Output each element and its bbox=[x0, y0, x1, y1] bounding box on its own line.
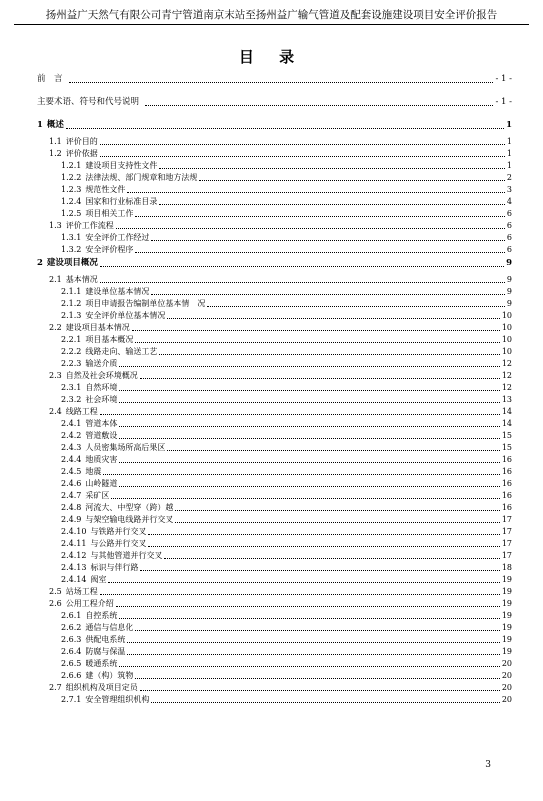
toc-entry-page: 18 bbox=[501, 563, 512, 572]
dot-leader bbox=[127, 192, 505, 193]
toc-entry-page: 12 bbox=[501, 359, 512, 368]
toc-entry-number: 2.6.1 bbox=[61, 611, 82, 620]
toc-entry-number: 2.6.5 bbox=[61, 659, 82, 668]
toc-entry-page: 15 bbox=[501, 443, 512, 452]
toc-entry-label: 采矿区 bbox=[85, 491, 110, 500]
dot-leader bbox=[119, 666, 499, 667]
toc-entry-page: 9 bbox=[506, 275, 512, 284]
toc-entry-label: 组织机构及项目定员 bbox=[65, 683, 138, 692]
toc-entry-label: 线路工程 bbox=[65, 407, 98, 416]
toc-entry[interactable] bbox=[37, 160, 512, 172]
toc-entry-number: 1.2.1 bbox=[61, 161, 82, 170]
toc-entry-page: 15 bbox=[501, 431, 512, 440]
dot-leader bbox=[119, 618, 499, 619]
toc-entry-label: 与架空输电线路并行交叉 bbox=[85, 515, 174, 524]
toc-entry-label: 通信与信息化 bbox=[85, 623, 134, 632]
page-title: 目 录 bbox=[238, 48, 305, 66]
dot-leader bbox=[135, 342, 499, 343]
dot-leader bbox=[159, 168, 505, 169]
dot-leader bbox=[100, 156, 505, 157]
toc-entry[interactable] bbox=[37, 136, 512, 148]
toc-entry-number: 2.4 bbox=[49, 407, 62, 416]
toc-entry-page: 9 bbox=[506, 258, 512, 268]
dot-leader bbox=[164, 558, 499, 559]
dot-leader bbox=[207, 306, 505, 307]
toc-entry-page: 9 bbox=[506, 299, 512, 308]
toc-entry-label: 暖通系统 bbox=[85, 659, 118, 668]
dot-leader bbox=[199, 180, 505, 181]
dot-leader bbox=[167, 450, 499, 451]
toc-entry-page: 6 bbox=[506, 245, 512, 254]
toc-entry-page: 6 bbox=[506, 221, 512, 230]
toc-entry-number: 主要术语、符号和代号说明 bbox=[37, 97, 140, 107]
dot-leader bbox=[140, 570, 499, 571]
toc-entry-label: 自然环境 bbox=[85, 383, 118, 392]
toc-entry[interactable] bbox=[37, 658, 512, 670]
toc-entry-page: 14 bbox=[501, 419, 512, 428]
toc-entry-label: 建设项目支持性文件 bbox=[85, 161, 158, 170]
toc-entry-page: 1 bbox=[506, 120, 512, 130]
toc-entry-page: 9 bbox=[506, 287, 512, 296]
toc-entry-page: 12 bbox=[501, 383, 512, 392]
toc-entry[interactable] bbox=[37, 232, 512, 244]
dot-leader bbox=[175, 522, 499, 523]
dot-leader bbox=[127, 642, 499, 643]
toc-entry[interactable] bbox=[37, 244, 512, 256]
toc-entry-page: 10 bbox=[501, 347, 512, 356]
toc-entry-number: 1.3.2 bbox=[61, 245, 82, 254]
dot-leader bbox=[135, 252, 505, 253]
toc-entry[interactable] bbox=[37, 148, 512, 160]
toc-entry-label: 输送介质 bbox=[85, 359, 118, 368]
dot-leader bbox=[151, 294, 505, 295]
toc-entry-number: 2.1 bbox=[49, 275, 62, 284]
toc-entry[interactable] bbox=[37, 220, 512, 232]
dot-leader bbox=[119, 402, 499, 403]
dot-leader bbox=[116, 606, 500, 607]
toc-entry-label: 标识与伴行路 bbox=[90, 563, 139, 572]
toc-entry-page: 16 bbox=[501, 479, 512, 488]
toc-entry-label: 评价目的 bbox=[65, 137, 98, 146]
toc-entry-number: 1.2.2 bbox=[61, 173, 82, 182]
toc-entry-label: 自控系统 bbox=[85, 611, 118, 620]
toc-entry-number: 2.6.4 bbox=[61, 647, 82, 656]
toc-entry-label: 安全评价程序 bbox=[85, 245, 134, 254]
dot-leader bbox=[66, 128, 504, 129]
toc-entry[interactable] bbox=[37, 256, 512, 270]
toc-entry-label: 人员密集场所高后果区 bbox=[85, 443, 166, 452]
toc-entry-label: 国家和行业标准目录 bbox=[85, 197, 158, 206]
toc-entry[interactable] bbox=[37, 466, 512, 478]
toc-entry-number: 2.1.3 bbox=[61, 311, 82, 320]
toc-entry[interactable] bbox=[37, 478, 512, 490]
toc-entry-number: 2.4.3 bbox=[61, 443, 82, 452]
toc-entry-number: 1.1 bbox=[49, 137, 62, 146]
dot-leader bbox=[151, 702, 499, 703]
toc-entry-label: 管道敷设 bbox=[85, 431, 118, 440]
toc-entry-number: 2.2 bbox=[49, 323, 62, 332]
toc-entry-number: 2.4.10 bbox=[61, 527, 87, 536]
toc-entry[interactable] bbox=[37, 430, 512, 442]
toc-entry-number: 2.4.8 bbox=[61, 503, 82, 512]
dot-leader bbox=[119, 390, 499, 391]
toc-entry[interactable] bbox=[37, 370, 512, 382]
toc-entry-page: 12 bbox=[501, 371, 512, 380]
toc-entry[interactable] bbox=[37, 586, 512, 598]
dot-leader bbox=[145, 105, 493, 106]
toc-entry[interactable] bbox=[37, 670, 512, 682]
toc-entry[interactable] bbox=[37, 72, 512, 86]
toc-entry-page: 16 bbox=[501, 491, 512, 500]
toc-entry-label: 线路走向、输送工艺 bbox=[85, 347, 158, 356]
toc-entry-number: 2.4.9 bbox=[61, 515, 82, 524]
toc-entry-page: 20 bbox=[501, 695, 512, 704]
toc-entry-label: 河流大、中型穿（跨）越 bbox=[85, 503, 174, 512]
toc-entry[interactable] bbox=[37, 118, 512, 132]
toc-entry-label: 自然及社会环境概况 bbox=[65, 371, 138, 380]
toc-entry-page: 10 bbox=[501, 335, 512, 344]
toc-entry-label: 项目相关工作 bbox=[85, 209, 134, 218]
toc-entry-page: 17 bbox=[501, 515, 512, 524]
toc-entry-number: 2.4.7 bbox=[61, 491, 82, 500]
toc-entry-page: 16 bbox=[501, 455, 512, 464]
toc-entry-page: 1 bbox=[506, 161, 512, 170]
toc-entry[interactable] bbox=[37, 172, 512, 184]
toc-entry-label: 地质灾害 bbox=[85, 455, 118, 464]
toc-entry[interactable] bbox=[37, 382, 512, 394]
toc-entry-page: 16 bbox=[501, 503, 512, 512]
toc-entry[interactable] bbox=[37, 598, 512, 610]
toc-entry[interactable] bbox=[37, 634, 512, 646]
toc-entry[interactable] bbox=[37, 208, 512, 220]
toc-entry[interactable] bbox=[37, 310, 512, 322]
dot-leader bbox=[100, 282, 505, 283]
toc-entry[interactable] bbox=[37, 682, 512, 694]
dot-leader bbox=[175, 510, 499, 511]
toc-entry[interactable] bbox=[37, 298, 512, 310]
toc-entry[interactable] bbox=[37, 490, 512, 502]
toc-entry-page: 20 bbox=[501, 671, 512, 680]
toc-entry-label: 安全评价单位基本情况 bbox=[85, 311, 166, 320]
toc-entry-number: 2 bbox=[37, 258, 43, 268]
toc-entry-number: 前 言 bbox=[37, 74, 63, 84]
toc-entry-page: 19 bbox=[501, 575, 512, 584]
toc-entry-label: 法律法规、部门规章和地方法规 bbox=[85, 173, 198, 182]
toc-entry[interactable] bbox=[37, 610, 512, 622]
toc-entry-number: 2.7 bbox=[49, 683, 62, 692]
toc-entry-label: 供配电系统 bbox=[85, 635, 126, 644]
toc-entry[interactable] bbox=[37, 454, 512, 466]
toc-entry-page: 19 bbox=[501, 611, 512, 620]
dot-leader bbox=[119, 366, 499, 367]
toc-entry-label: 阀室 bbox=[90, 575, 107, 584]
toc-entry-page: 6 bbox=[506, 209, 512, 218]
toc-entry-number: 2.4.12 bbox=[61, 551, 87, 560]
dot-leader bbox=[167, 318, 499, 319]
toc-entry-page: 1 bbox=[506, 137, 512, 146]
toc-entry-label: 公用工程介绍 bbox=[65, 599, 114, 608]
dot-leader bbox=[119, 426, 499, 427]
dot-leader bbox=[69, 82, 494, 83]
toc-entry-number: 1.2.5 bbox=[61, 209, 82, 218]
toc-entry-page: 17 bbox=[501, 527, 512, 536]
toc-entry-label: 概述 bbox=[46, 120, 64, 130]
toc-entry-number: 1.3.1 bbox=[61, 233, 82, 242]
running-header: 扬州益广天然气有限公司青宁管道南京末站至扬州益广输气管道及配套设施建设项目安全评价报告 bbox=[14, 6, 529, 25]
toc-entry-page: 1 bbox=[506, 149, 512, 158]
toc-entry-label: 与其他管道并行交叉 bbox=[90, 551, 163, 560]
toc-entry[interactable] bbox=[37, 418, 512, 430]
toc-entry-page: 19 bbox=[501, 587, 512, 596]
toc-entry[interactable] bbox=[37, 694, 512, 706]
dot-leader bbox=[119, 486, 499, 487]
toc-entry-number: 2.7.1 bbox=[61, 695, 82, 704]
toc-entry-label: 评价工作流程 bbox=[65, 221, 114, 230]
dot-leader bbox=[116, 228, 505, 229]
toc-entry-label: 规范性文件 bbox=[85, 185, 126, 194]
dot-leader bbox=[103, 474, 499, 475]
toc-entry[interactable] bbox=[37, 394, 512, 406]
toc-entry-number: 2.6 bbox=[49, 599, 62, 608]
toc-entry-number: 1.2.4 bbox=[61, 197, 82, 206]
toc-entry-number: 1 bbox=[37, 120, 43, 130]
toc-entry-page: 19 bbox=[501, 635, 512, 644]
toc-entry-number: 2.4.4 bbox=[61, 455, 82, 464]
toc-entry-page: 10 bbox=[501, 311, 512, 320]
toc-entry-page: 16 bbox=[501, 467, 512, 476]
toc-entry-page: 19 bbox=[501, 647, 512, 656]
dot-leader bbox=[135, 678, 499, 679]
toc-entry[interactable] bbox=[37, 196, 512, 208]
toc-entry-label: 与铁路并行交叉 bbox=[90, 527, 147, 536]
toc-entry-page: 17 bbox=[501, 539, 512, 548]
toc-entry-number: 2.6.2 bbox=[61, 623, 82, 632]
toc-entry-number: 2.4.6 bbox=[61, 479, 82, 488]
toc-entry-number: 2.3 bbox=[49, 371, 62, 380]
toc-entry-label: 建设项目基本情况 bbox=[65, 323, 130, 332]
toc-entry-page: 2 bbox=[506, 173, 512, 182]
toc-entry-number: 2.2.1 bbox=[61, 335, 82, 344]
toc-entry[interactable] bbox=[37, 502, 512, 514]
toc-entry-label: 与公路并行交叉 bbox=[90, 539, 147, 548]
toc-entry-label: 评价依据 bbox=[65, 149, 98, 158]
dot-leader bbox=[132, 330, 500, 331]
toc-entry-page: 19 bbox=[501, 599, 512, 608]
toc-entry-number: 2.2.2 bbox=[61, 347, 82, 356]
dot-leader bbox=[140, 378, 500, 379]
toc-entry-number: 2.4.1 bbox=[61, 419, 82, 428]
toc-entry[interactable] bbox=[37, 95, 512, 109]
toc-entry[interactable] bbox=[37, 274, 512, 286]
toc-entry[interactable] bbox=[37, 406, 512, 418]
toc-entry-page: 10 bbox=[501, 323, 512, 332]
toc-entry-number: 2.6.3 bbox=[61, 635, 82, 644]
toc-entry-number: 2.4.2 bbox=[61, 431, 82, 440]
toc-entry-number: 2.4.11 bbox=[61, 539, 87, 548]
toc-entry-number: 1.2 bbox=[49, 149, 62, 158]
dot-leader bbox=[159, 354, 499, 355]
toc-entry-label: 建（构）筑物 bbox=[85, 671, 134, 680]
dot-leader bbox=[135, 630, 499, 631]
toc-entry[interactable] bbox=[37, 358, 512, 370]
toc-entry-label: 安全管理组织机构 bbox=[85, 695, 150, 704]
dot-leader bbox=[100, 594, 500, 595]
dot-leader bbox=[159, 204, 505, 205]
toc-entry[interactable] bbox=[37, 346, 512, 358]
toc-entry[interactable] bbox=[37, 442, 512, 454]
toc-entry-label: 建设单位基本情况 bbox=[85, 287, 150, 296]
toc-entry-page: 19 bbox=[501, 623, 512, 632]
dot-leader bbox=[140, 690, 500, 691]
toc-entry[interactable] bbox=[37, 646, 512, 658]
dot-leader bbox=[108, 582, 499, 583]
toc-entry[interactable] bbox=[37, 286, 512, 298]
toc-entry-label: 建设项目概况 bbox=[46, 258, 98, 268]
toc-entry-label: 山岭隧道 bbox=[85, 479, 118, 488]
dot-leader bbox=[127, 654, 499, 655]
toc-entry-label: 项目基本概况 bbox=[85, 335, 134, 344]
toc-entry[interactable] bbox=[37, 526, 512, 538]
dot-leader bbox=[135, 216, 505, 217]
toc-entry-page: 6 bbox=[506, 233, 512, 242]
toc-entry-number: 2.1.2 bbox=[61, 299, 82, 308]
toc-entry-number: 2.5 bbox=[49, 587, 62, 596]
toc-entry[interactable] bbox=[37, 538, 512, 550]
dot-leader bbox=[151, 240, 505, 241]
toc-entry-number: 2.4.13 bbox=[61, 563, 87, 572]
toc-entry-number: 2.1.1 bbox=[61, 287, 82, 296]
toc-entry-label: 站场工程 bbox=[65, 587, 98, 596]
dot-leader bbox=[100, 266, 504, 267]
toc-entry-page: 17 bbox=[501, 551, 512, 560]
toc-entry[interactable] bbox=[37, 574, 512, 586]
toc-entry-label: 安全评价工作经过 bbox=[85, 233, 150, 242]
toc-entry-page: 13 bbox=[501, 395, 512, 404]
toc-entry[interactable] bbox=[37, 550, 512, 562]
toc-entry-page: 20 bbox=[501, 683, 512, 692]
toc-entry-label: 管道本体 bbox=[85, 419, 118, 428]
toc-entry-number: 2.4.14 bbox=[61, 575, 87, 584]
toc-entry[interactable] bbox=[37, 562, 512, 574]
toc-entry-label: 地震 bbox=[85, 467, 102, 476]
toc-entry-number: 2.4.5 bbox=[61, 467, 82, 476]
toc-entry-label: 防腐与保温 bbox=[85, 647, 126, 656]
toc-entry-number: 2.3.2 bbox=[61, 395, 82, 404]
toc-entry[interactable] bbox=[37, 322, 512, 334]
toc-entry-page: 3 bbox=[506, 185, 512, 194]
dot-leader bbox=[100, 144, 505, 145]
dot-leader bbox=[119, 462, 499, 463]
toc-entry-label: 项目申请报告编制单位基本情 况 bbox=[85, 299, 206, 308]
dot-leader bbox=[111, 498, 499, 499]
toc-entry-number: 1.3 bbox=[49, 221, 62, 230]
toc-entry-page: - 1 - bbox=[495, 74, 512, 84]
toc-entry-number: 2.3.1 bbox=[61, 383, 82, 392]
dot-leader bbox=[148, 534, 499, 535]
toc-entry-page: - 1 - bbox=[495, 97, 512, 107]
toc-entry-page: 4 bbox=[506, 197, 512, 206]
table-of-contents bbox=[37, 72, 512, 706]
toc-entry[interactable] bbox=[37, 514, 512, 526]
toc-entry[interactable] bbox=[37, 622, 512, 634]
page-number: 3 bbox=[485, 760, 491, 770]
dot-leader bbox=[119, 438, 499, 439]
dot-leader bbox=[100, 414, 500, 415]
toc-entry-label: 基本情况 bbox=[65, 275, 98, 284]
toc-entry-page: 20 bbox=[501, 659, 512, 668]
toc-entry-number: 1.2.3 bbox=[61, 185, 82, 194]
dot-leader bbox=[148, 546, 499, 547]
toc-entry[interactable] bbox=[37, 184, 512, 196]
toc-entry-number: 2.6.6 bbox=[61, 671, 82, 680]
toc-entry-label: 社会环境 bbox=[85, 395, 118, 404]
toc-entry-number: 2.2.3 bbox=[61, 359, 82, 368]
toc-entry-page: 14 bbox=[501, 407, 512, 416]
toc-entry[interactable] bbox=[37, 334, 512, 346]
